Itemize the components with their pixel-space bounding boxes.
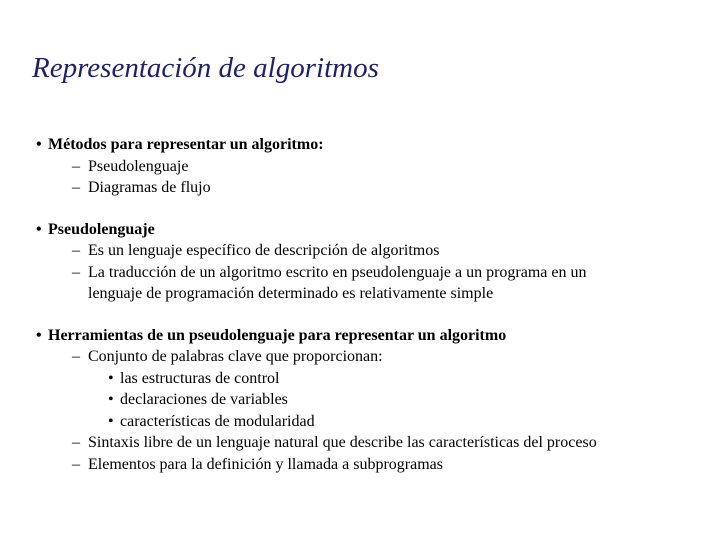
- list-item-continuation: lenguaje de programación determinado es relativamente simple: [88, 285, 494, 302]
- list-item: – Sintaxis libre de un lenguaje natural que describe las características del proceso: [72, 432, 706, 454]
- list-item: – Conjunto de palabras clave que proporcionan:: [72, 346, 706, 368]
- dash-icon: –: [72, 263, 80, 281]
- slide-title: Representación de algoritmos: [32, 52, 379, 84]
- sub-sub-item: • las estructuras de control: [36, 368, 706, 390]
- bullet-heading: [36, 325, 706, 347]
- section-pseudolenguaje: [36, 219, 706, 305]
- bullet-icon: •: [108, 412, 114, 430]
- heading-text: Pseudolenguaje: [48, 220, 155, 238]
- bullet-heading: [36, 134, 706, 156]
- section-methods: [36, 134, 706, 199]
- dash-icon: –: [72, 242, 80, 259]
- sub-sub-item: • características de modularidad: [36, 411, 706, 433]
- list-item: – Pseudolenguaje: [72, 156, 706, 178]
- sub-list: [36, 240, 706, 305]
- dash-icon: –: [72, 348, 80, 365]
- slide-content: [36, 134, 706, 475]
- bullet-icon: •: [108, 369, 114, 387]
- sub-list: [36, 156, 706, 199]
- list-item: – Elementos para la definición y llamada a subprogramas: [72, 454, 706, 476]
- dash-icon: –: [72, 157, 80, 175]
- bullet-icon: •: [36, 136, 42, 153]
- sub-sub-item: • declaraciones de variables: [36, 389, 706, 411]
- dash-icon: –: [72, 179, 80, 196]
- bullet-icon: •: [36, 220, 42, 238]
- section-herramientas: [36, 325, 706, 476]
- list-item: – Diagramas de flujo: [72, 177, 706, 199]
- list-item: – Es un lenguaje específico de descripción de algoritmos: [72, 240, 706, 262]
- bullet-icon: •: [108, 391, 114, 408]
- heading-text: Herramientas de un pseudolenguaje para representar un algoritmo: [48, 326, 507, 344]
- dash-icon: –: [72, 455, 80, 473]
- heading-text: Métodos para representar un algoritmo:: [48, 136, 324, 153]
- bullet-icon: •: [36, 326, 42, 344]
- sub-list: [36, 346, 706, 368]
- bullet-heading: [36, 219, 706, 241]
- sub-list: [36, 432, 706, 475]
- dash-icon: –: [72, 434, 80, 451]
- list-item: – La traducción de un algoritmo escrito en pseudolenguaje a un programa en un: [72, 262, 706, 284]
